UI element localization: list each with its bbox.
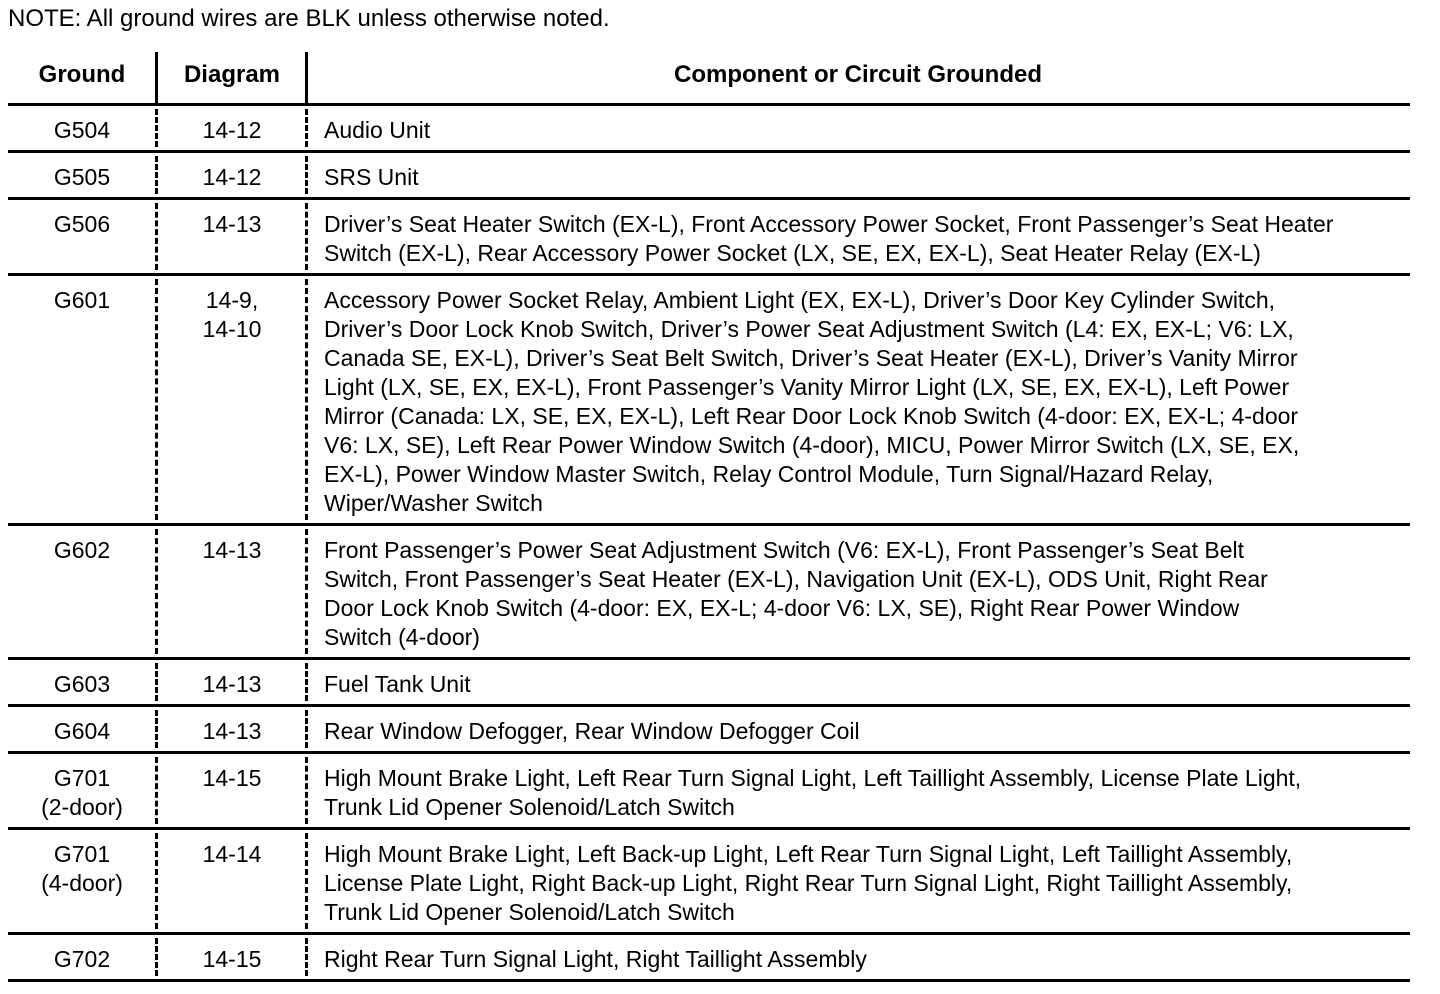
table-row	[8, 106, 1410, 153]
diagram-cell	[158, 536, 306, 565]
column-divider	[305, 710, 308, 748]
table-body	[8, 106, 1410, 982]
diagram-cell	[158, 116, 306, 145]
column-divider	[155, 663, 158, 701]
column-divider	[155, 52, 158, 103]
ground-cell-line: G601	[53, 287, 111, 313]
ground-cell-line: G604	[53, 718, 111, 744]
diagram-cell	[158, 764, 306, 793]
diagram-cell	[158, 670, 306, 699]
ground-cell-line: G505	[53, 164, 111, 190]
ground-cell	[8, 286, 156, 315]
diagram-cell	[158, 210, 306, 239]
component-cell	[324, 210, 1410, 268]
diagram-cell-line: 14-15	[202, 946, 262, 972]
header-component: Component or Circuit Grounded	[674, 61, 1042, 88]
column-divider	[155, 156, 158, 194]
component-cell-line: High Mount Brake Light, Left Back-up Light, Left Rear Turn Signal Light, Left Taillight Assembly,	[324, 841, 1293, 867]
ground-cell-line: G504	[53, 117, 111, 143]
table-row	[8, 935, 1410, 982]
ground-cell-line: G603	[53, 671, 111, 697]
table-row	[8, 707, 1410, 754]
component-cell-line: Driver’s Door Lock Knob Switch, Driver’s Power Seat Adjustment Switch (L4: EX, EX-L; V6: LX,	[324, 316, 1294, 342]
diagram-cell-line: 14-9,	[205, 287, 259, 313]
ground-cell-line: G701	[53, 841, 111, 867]
column-divider	[305, 529, 308, 654]
table-row	[8, 526, 1410, 660]
diagram-cell-line: 14-10	[202, 316, 262, 342]
component-cell-line: Switch, Front Passenger’s Seat Heater (EX-L), Navigation Unit (EX-L), ODS Unit, Right Rear	[324, 566, 1268, 592]
diagram-cell-line: 14-12	[202, 164, 262, 190]
component-cell-line: V6: LX, SE), Left Rear Power Window Switch (4-door), MICU, Power Mirror Switch (LX, SE, EX,	[324, 432, 1300, 458]
component-cell-line: Switch (4-door)	[324, 624, 480, 650]
table-row	[8, 660, 1410, 707]
diagram-cell-line: 14-12	[202, 117, 262, 143]
component-cell-line: Switch (EX-L), Rear Accessory Power Socket (LX, SE, EX, EX-L), Seat Heater Relay (EX-L)	[324, 240, 1261, 266]
component-cell	[324, 163, 1410, 192]
column-divider	[305, 833, 308, 929]
column-divider	[305, 156, 308, 194]
ground-cell	[8, 764, 156, 822]
component-cell	[324, 840, 1410, 927]
note-text: NOTE: All ground wires are BLK unless otherwise noted.	[8, 5, 610, 32]
ground-cell-line: G602	[53, 537, 111, 563]
ground-table	[8, 52, 1410, 982]
table-row	[8, 830, 1410, 935]
component-cell-line: Front Passenger’s Power Seat Adjustment Switch (V6: EX-L), Front Passenger’s Seat Belt	[324, 537, 1245, 563]
component-cell-line: Audio Unit	[324, 117, 431, 143]
ground-cell-line: (2-door)	[41, 794, 123, 820]
column-divider	[155, 109, 158, 147]
component-cell-line: Light (LX, SE, EX, EX-L), Front Passenger’s Vanity Mirror Light (LX, SE, EX, EX-L), Left Power	[324, 374, 1290, 400]
ground-cell	[8, 116, 156, 145]
component-cell-line: Trunk Lid Opener Solenoid/Latch Switch	[324, 794, 735, 820]
column-divider	[155, 938, 158, 976]
component-cell-line: Trunk Lid Opener Solenoid/Latch Switch	[324, 899, 735, 925]
component-cell-line: Accessory Power Socket Relay, Ambient Light (EX, EX-L), Driver’s Door Key Cylinder Switch,	[324, 287, 1276, 313]
column-divider	[305, 663, 308, 701]
diagram-cell	[158, 717, 306, 746]
ground-cell	[8, 163, 156, 192]
component-cell	[324, 670, 1410, 699]
component-cell	[324, 286, 1410, 518]
table-row	[8, 153, 1410, 200]
column-divider	[305, 203, 308, 270]
component-cell-line: High Mount Brake Light, Left Rear Turn Signal Light, Left Taillight Assembly, License Plate Light,	[324, 765, 1302, 791]
component-cell-line: Mirror (Canada: LX, SE, EX, EX-L), Left Rear Door Lock Knob Switch (4-door: EX, EX-L; 4-door	[324, 403, 1299, 429]
component-cell	[324, 116, 1410, 145]
diagram-cell	[158, 945, 306, 974]
column-divider	[305, 109, 308, 147]
ground-cell	[8, 536, 156, 565]
diagram-cell	[158, 840, 306, 869]
component-cell-line: Rear Window Defogger, Rear Window Defogger Coil	[324, 718, 860, 744]
diagram-cell	[158, 286, 306, 344]
ground-cell	[8, 717, 156, 746]
component-cell	[324, 764, 1410, 822]
diagram-cell-line: 14-14	[202, 841, 262, 867]
component-cell-line: Right Rear Turn Signal Light, Right Taillight Assembly	[324, 946, 867, 972]
diagram-cell-line: 14-13	[202, 671, 262, 697]
ground-cell-line: (4-door)	[41, 870, 123, 896]
column-divider	[155, 279, 158, 520]
header-diagram: Diagram	[183, 61, 281, 88]
column-divider	[305, 279, 308, 520]
column-divider	[305, 938, 308, 976]
ground-cell-line: G506	[53, 211, 111, 237]
component-cell	[324, 945, 1410, 974]
component-cell-line: Door Lock Knob Switch (4-door: EX, EX-L; 4-door V6: LX, SE), Right Rear Power Window	[324, 595, 1240, 621]
column-divider	[155, 710, 158, 748]
component-cell-line: Driver’s Seat Heater Switch (EX-L), Front Accessory Power Socket, Front Passenger’s Seat Heater	[324, 211, 1334, 237]
column-divider	[305, 52, 308, 103]
column-divider	[155, 833, 158, 929]
ground-cell	[8, 840, 156, 898]
header-ground: Ground	[38, 61, 126, 88]
component-cell-line: Wiper/Washer Switch	[324, 490, 543, 516]
component-cell	[324, 536, 1410, 652]
table-row	[8, 276, 1410, 526]
ground-cell	[8, 945, 156, 974]
column-divider	[155, 529, 158, 654]
diagram-cell-line: 14-13	[202, 718, 262, 744]
component-cell-line: EX-L), Power Window Master Switch, Relay Control Module, Turn Signal/Hazard Relay,	[324, 461, 1214, 487]
component-cell-line: License Plate Light, Right Back-up Light, Right Rear Turn Signal Light, Right Taillight Assembly,	[324, 870, 1293, 896]
diagram-cell	[158, 163, 306, 192]
table-header	[8, 52, 1410, 106]
table-row	[8, 200, 1410, 276]
ground-cell	[8, 210, 156, 239]
column-divider	[305, 757, 308, 824]
component-cell-line: SRS Unit	[324, 164, 419, 190]
diagram-cell-line: 14-13	[202, 211, 262, 237]
ground-cell-line: G701	[53, 765, 111, 791]
table-row	[8, 754, 1410, 830]
component-cell-line: Canada SE, EX-L), Driver’s Seat Belt Switch, Driver’s Seat Heater (EX-L), Driver’s Vanity Mirror	[324, 345, 1298, 371]
diagram-cell-line: 14-15	[202, 765, 262, 791]
ground-cell	[8, 670, 156, 699]
column-divider	[155, 757, 158, 824]
component-cell-line: Fuel Tank Unit	[324, 671, 471, 697]
component-cell	[324, 717, 1410, 746]
column-divider	[155, 203, 158, 270]
ground-cell-line: G702	[53, 946, 111, 972]
diagram-cell-line: 14-13	[202, 537, 262, 563]
